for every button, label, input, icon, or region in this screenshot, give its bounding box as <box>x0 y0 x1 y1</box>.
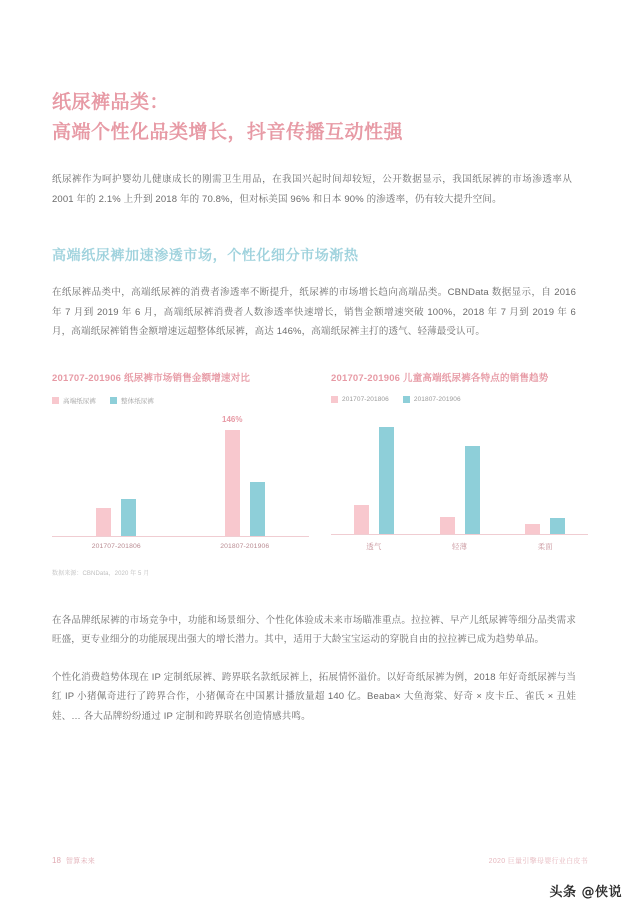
chart-title: 201707-201906 儿童高端纸尿裤各特点的销售趋势 <box>331 372 549 384</box>
bar-overall-201707-201806 <box>121 499 136 535</box>
bar-light-thin-201807-201906 <box>465 446 480 534</box>
legend-swatch-icon <box>52 397 59 404</box>
bar-overall-201807-201906 <box>250 482 265 536</box>
bar-group <box>331 415 417 534</box>
intro-paragraph: 纸尿裤作为呵护婴幼儿健康成长的刚需卫生用品，在我国兴起时间却较短，公开数据显示，我国纸尿裤的市场渗透率从 2001 年的 2.1% 上升到 2018 年的 70.8%，但对标美国 96% 和日本 90% 的渗透率，仍有较大提升空间。 <box>52 174 572 205</box>
bar-light-thin-201707-201806 <box>440 517 455 533</box>
page-number: 18 <box>52 856 61 865</box>
bar-group <box>181 417 310 536</box>
body-paragraph-market-competition: 在各品牌纸尿裤的市场竞争中，功能和场景细分、个性化体验成未来市场瞄准重点。拉拉裤、早产儿纸尿裤等细分品类需求旺盛，更专业细分的功能展现出强大的增长潜力。其中，适用于大龄宝宝运动的穿脱自由的拉拉裤已成为趋势单品。 <box>52 614 576 645</box>
legend-item <box>52 396 96 405</box>
x-axis-label: 柔面 <box>537 541 553 551</box>
chart-sales-growth-comparison <box>52 372 309 577</box>
chart-feature-sales-trend <box>331 372 588 577</box>
chart-plot-area <box>331 415 588 535</box>
x-axis-label: 轻薄 <box>451 541 468 551</box>
chart-x-labels <box>52 543 309 550</box>
bar-soft-surface-201807-201906 <box>550 518 565 533</box>
x-axis-label: 透气 <box>366 541 382 551</box>
x-axis-label: 201807-201906 <box>220 542 270 550</box>
page-footer <box>52 850 588 868</box>
legend-label: 201707-201806 <box>342 395 389 403</box>
body-paragraph-personalization: 个性化消费趋势体现在 IP 定制纸尿裤、跨界联名款纸尿裤上，拓展情怀溢价。以好奇纸尿裤为例，2018 年好奇纸尿裤与当红 IP 小猪佩奇进行了跨界合作，小猪佩奇在中国累计播放量超 140 亿。Beaba× 大鱼海棠、好奇 × 皮卡丘、雀氏 × 丑娃娃、… 各大品牌纷纷通过 IP 定制和跨界联名创造情感共鸣。 <box>52 671 576 722</box>
chart-bar-groups <box>52 417 309 536</box>
legend-item <box>331 396 389 403</box>
headline-line-1: 纸尿裤品类： <box>52 92 170 113</box>
footer-left-group <box>52 850 95 868</box>
page-title <box>52 88 588 148</box>
chart-title: 201707-201906 纸尿裤市场销售金额增速对比 <box>52 372 251 384</box>
x-axis-label: 201707-201806 <box>91 542 141 550</box>
section-paragraph: 在纸尿裤品类中，高端纸尿裤的消费者渗透率不断提升，纸尿裤的市场增长趋向高端品类。CBNData 数据显示，自 2016 年 7 月到 2019 年 6 月，高端纸尿裤消费者人数渗透率快速增长，销售金额增速突破 100%，2018 年 7 月到 2019 年 6 月，高端纸尿裤销售金额增速远超整体纸尿裤，高达 146%，高端纸尿裤主打的透气、轻薄最受认可。 <box>52 287 576 337</box>
legend-swatch-icon <box>403 396 410 403</box>
chart-x-labels <box>331 541 588 552</box>
chart-legend <box>52 396 309 405</box>
chart-source-note: 数据来源：CBNData，2020 年 5 月 <box>52 570 150 577</box>
bar-value-label: 146% <box>222 415 243 425</box>
bar-breathable-201807-201906 <box>379 427 394 534</box>
bar-breathable-201707-201806 <box>354 505 369 534</box>
watermark: 头条 @侠说 <box>549 885 622 900</box>
x-axis-line <box>331 534 588 535</box>
section-subheading: 高端纸尿裤加速渗透市场，个性化细分市场渐热 <box>52 247 359 263</box>
bar-soft-surface-201707-201806 <box>525 524 540 534</box>
legend-swatch-icon <box>331 396 338 403</box>
bar-group <box>52 417 181 536</box>
bar-high-end-201707-201806 <box>96 508 111 536</box>
headline-line-2: 高端个性化品类增长，抖音传播互动性强 <box>52 122 404 143</box>
bar-high-end-201807-201906 <box>222 415 243 535</box>
chart-plot-area <box>52 417 309 537</box>
footer-report-title: 2020 巨量引擎母婴行业白皮书 <box>488 858 588 865</box>
chart-bar-groups <box>331 415 588 534</box>
legend-label: 高端纸尿裤 <box>63 397 96 405</box>
legend-swatch-icon <box>110 397 117 404</box>
legend-label: 整体纸尿裤 <box>121 397 154 405</box>
legend-item <box>110 396 154 405</box>
legend-item <box>403 396 461 403</box>
x-axis-line <box>52 536 309 537</box>
bar-group <box>502 415 588 534</box>
charts-row <box>52 372 588 577</box>
legend-label: 201807-201906 <box>413 395 461 403</box>
footer-brand-label: 智算未来 <box>65 858 96 865</box>
chart-legend <box>331 396 588 403</box>
bar-group <box>417 415 503 534</box>
page-content <box>52 0 588 726</box>
